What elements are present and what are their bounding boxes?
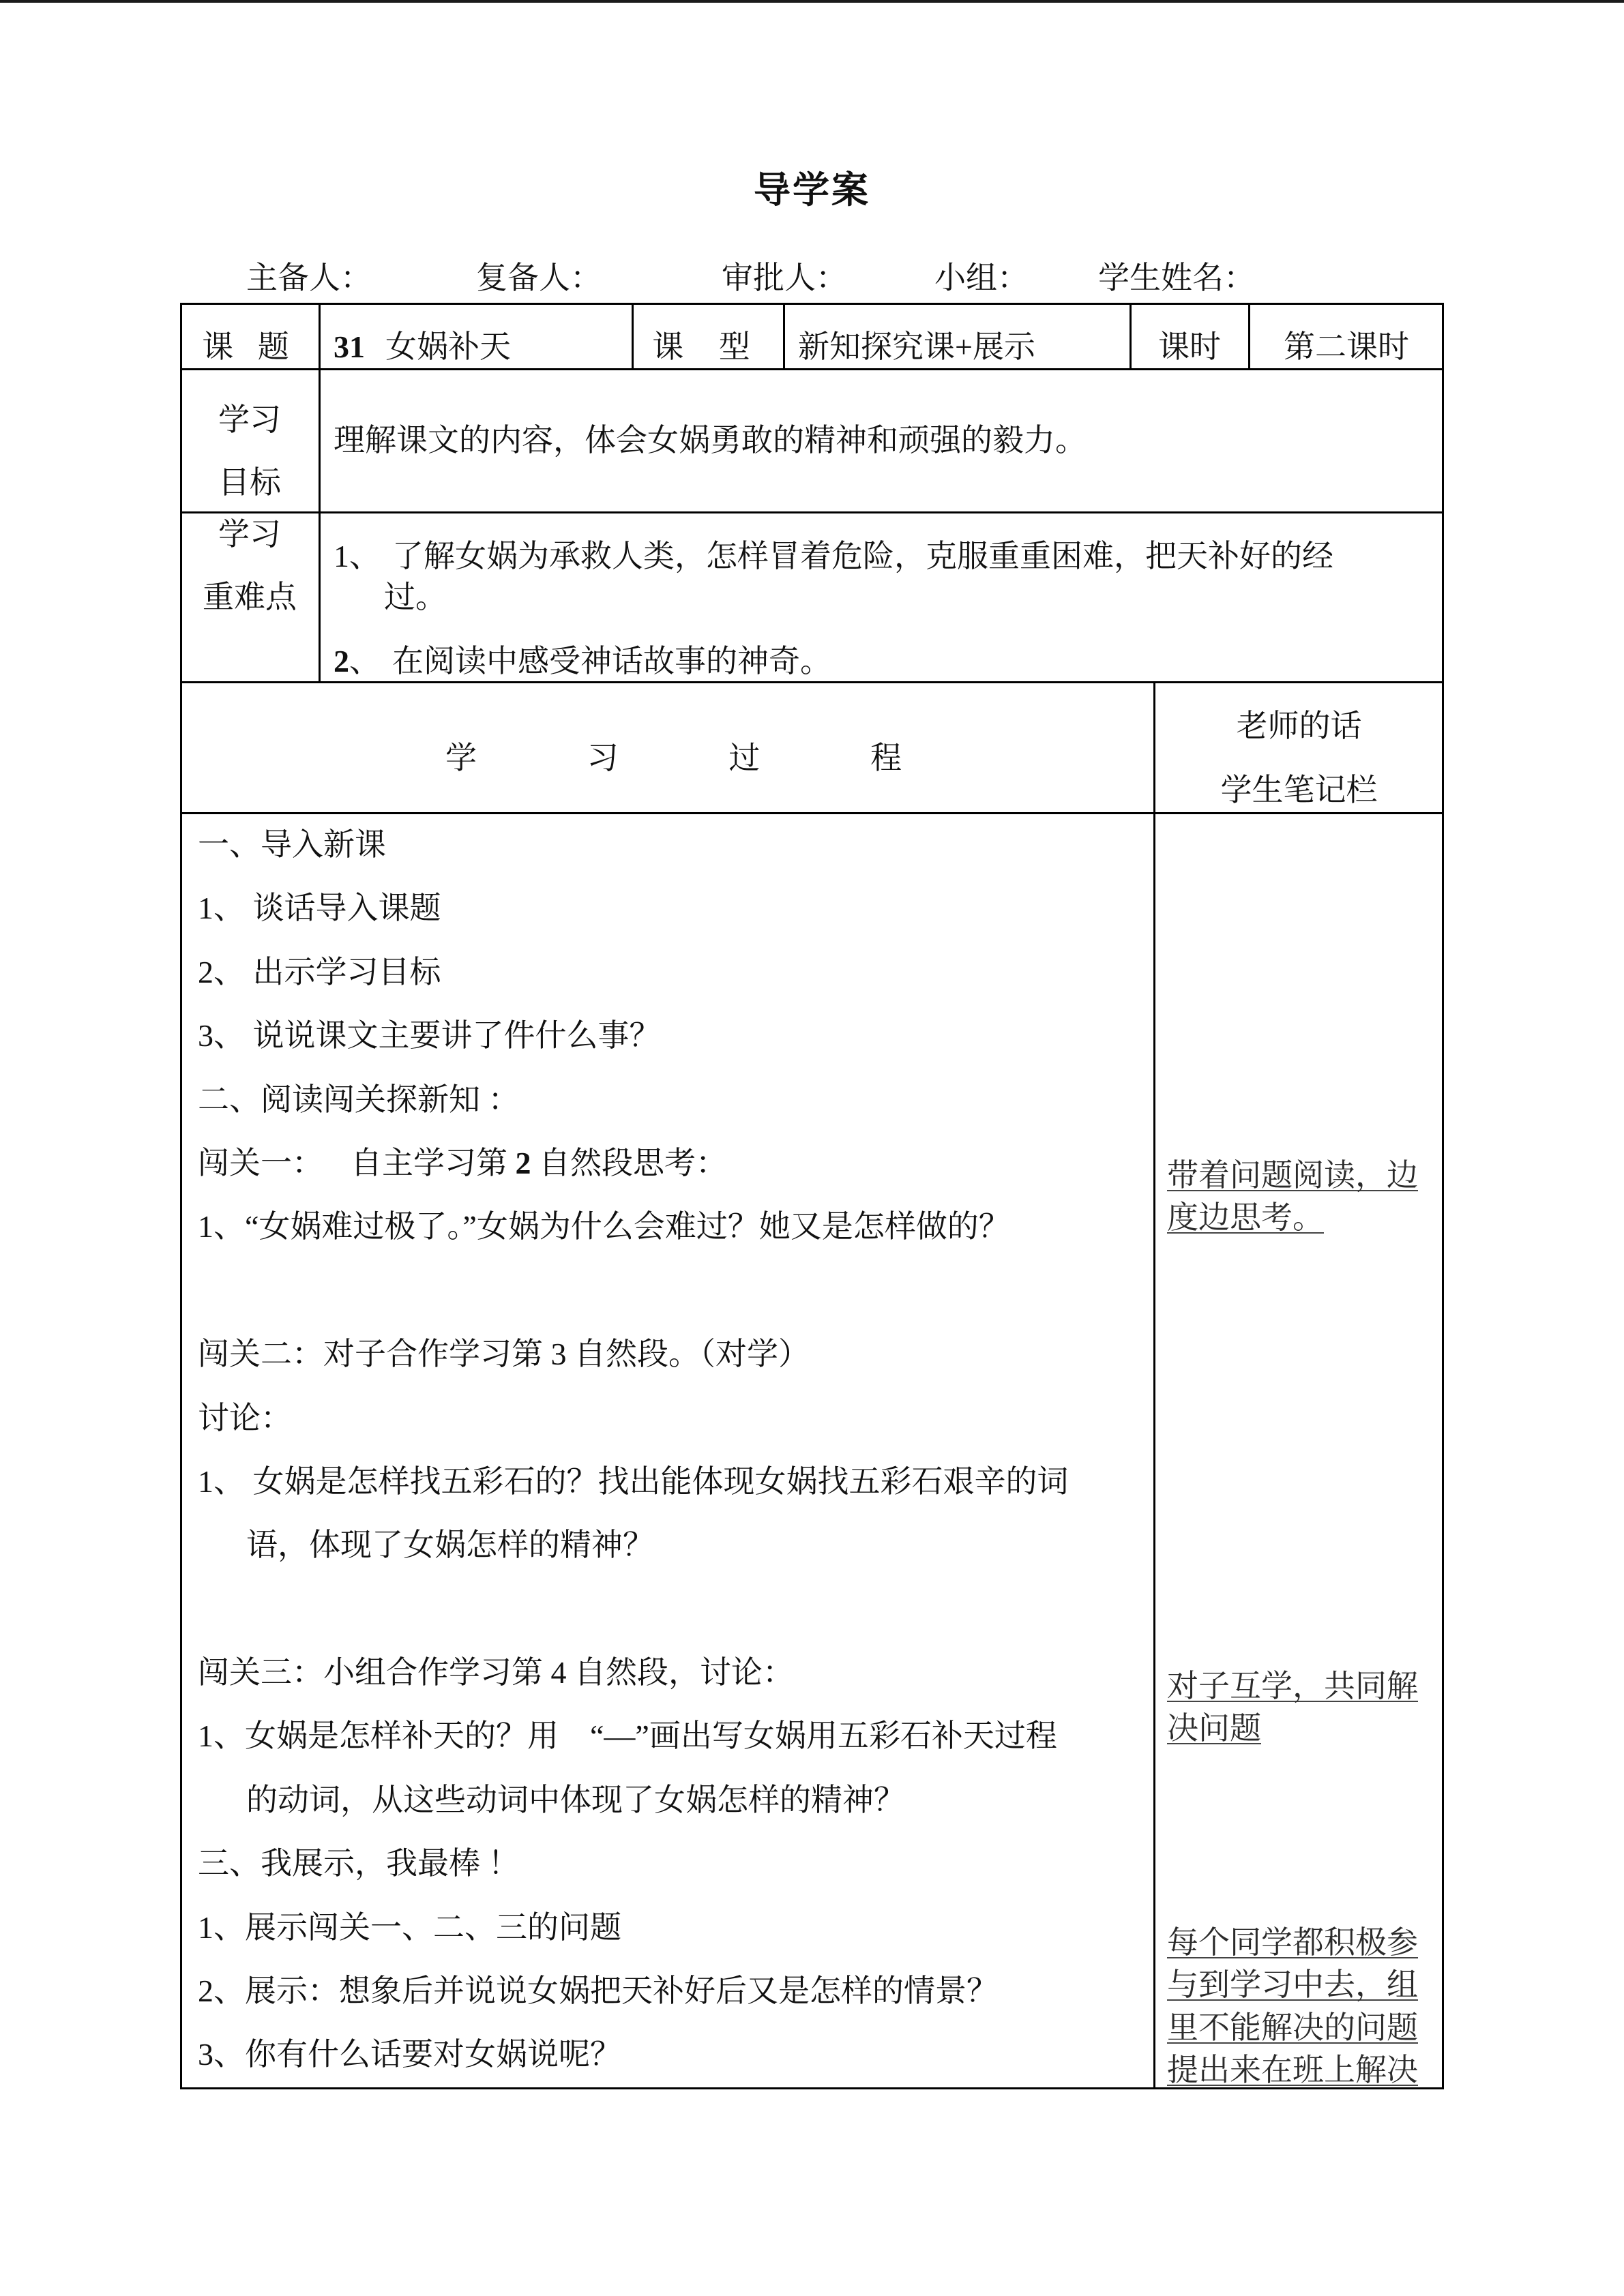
group-label: 小组： [934, 260, 1029, 295]
objectives-label-line: 学习 [218, 402, 281, 437]
note-line [1167, 2007, 1437, 2049]
lead-preparer-label: 主备人： [246, 260, 372, 295]
key-points-label-line: 重难点 [203, 580, 297, 614]
note-line [1167, 2049, 1437, 2091]
section-heading: 二、阅读闯关探新知 ： [198, 1082, 520, 1117]
level3-question: 1、女娲是怎样补天的？用 “—”画出写女娲用五彩石补天过程 [198, 1718, 1057, 1754]
note-line [1167, 1964, 1437, 2006]
lesson-type-label: 课 型 [652, 329, 764, 364]
table-border-left [180, 303, 182, 2089]
teacher-note [1167, 1922, 1437, 2091]
showcase-step: 2、展示：想象后并说说女娲把天补好后又是怎样的情景？ [198, 1973, 998, 2009]
key-point-num: 2 [334, 644, 349, 679]
note-line [1167, 1922, 1437, 1964]
teacher-note [1167, 1665, 1437, 1750]
level1-task-post: 自然段思考： [531, 1145, 727, 1180]
table-border-right [1442, 303, 1444, 2089]
blank-line [198, 1577, 1146, 1641]
section-heading: 三、我展示，我最棒 ！ [198, 1846, 520, 1881]
approver-label: 审批人： [722, 260, 847, 295]
level2-question-continued: 语，体现了女娲怎样的精神？ [246, 1527, 654, 1563]
student-name-label: 学生姓名： [1098, 260, 1255, 295]
level1-label: 闯关一： [198, 1145, 323, 1180]
row-divider [180, 368, 1444, 370]
note-text: 与到学习中去，组 [1167, 1967, 1418, 2003]
key-point-num: 1 [334, 539, 349, 573]
process-title-char: 学 [445, 741, 477, 775]
showcase-step: 3、你有什么话要对女娲说呢？ [198, 2037, 621, 2072]
teacher-note [1167, 1154, 1437, 1240]
row-divider [180, 511, 1444, 513]
level2-question: 1、 女娲是怎样找五彩石的？找出能体现女娲找五彩石艰辛的词 [198, 1463, 1069, 1499]
study-guide-table [180, 303, 1444, 2089]
note-line [1167, 1197, 1437, 1239]
key-point-number [334, 536, 381, 577]
level1-paragraph-number: 2 [515, 1145, 531, 1180]
level2-heading: 闯关二：对子合作学习第 3 自然段。（对学） [198, 1337, 810, 1372]
co-preparer-label: 复备人： [476, 260, 602, 295]
level1-heading [198, 1131, 1146, 1195]
note-line [1167, 1665, 1437, 1708]
intro-step: 2、 出示学习目标 [198, 954, 441, 989]
process-content [198, 813, 1146, 2087]
objectives-label-line: 目标 [218, 465, 281, 500]
notes-column-subtitle: 学生笔记栏 [1220, 773, 1378, 807]
topic-number: 31 [334, 329, 365, 364]
period-label: 课时 [1158, 329, 1221, 364]
process-title-char: 程 [870, 741, 902, 775]
showcase-step: 1、展示闯关一、二、三的问题 [198, 1909, 621, 1945]
note-text: 提出来在班上解决 [1167, 2052, 1418, 2087]
note-text: 对子互学，共同解 [1167, 1669, 1418, 1703]
note-text: 里不能解决的问题 [1167, 2010, 1418, 2045]
page-title: 导学案 [754, 170, 870, 211]
lesson-type-value: 新知探究课+展示 [798, 329, 1035, 364]
note-line [1167, 1708, 1437, 1750]
notes-column-title: 老师的话 [1236, 709, 1362, 743]
topic-title: 女娲补天 [385, 329, 511, 364]
process-title-char: 过 [728, 741, 761, 775]
page-top-rule [0, 0, 1624, 3]
intro-step: 3、 说说课文主要讲了件什么事？ [198, 1018, 661, 1054]
level1-question: 1、“女娲难过极了。”女娲为什么会难过？她又是怎样做的？ [198, 1209, 1010, 1244]
process-title [445, 738, 902, 779]
note-line [1167, 1154, 1437, 1197]
blank-line [198, 1259, 1146, 1322]
intro-step: 1、 谈话导入课题 [198, 891, 441, 926]
section-heading: 一、导入新课 [198, 827, 386, 862]
key-point-text: 了解女娲为承救人类，怎样冒着危险，克服重重困难，把天补好的经 [392, 539, 1333, 573]
level3-question-continued: 的动词，从这些动词中体现了女娲怎样的精神？ [246, 1782, 905, 1817]
note-text: 决问题 [1167, 1711, 1261, 1746]
topic-value [334, 329, 511, 366]
column-divider [1153, 682, 1155, 2089]
key-point-number [334, 641, 381, 682]
table-border-top [180, 303, 1444, 305]
key-point-text: 在阅读中感受神话故事的神奇。 [392, 644, 831, 679]
key-point-sep: 、 [349, 644, 381, 679]
key-point-text-continued: 过。 [384, 580, 447, 614]
level1-task-pre: 自主学习第 [351, 1145, 516, 1180]
key-point-sep: 、 [349, 539, 381, 573]
objectives-text: 理解课文的内容，体会女娲勇敢的精神和顽强的毅力。 [334, 423, 1087, 458]
note-text: 每个同学都积极参 [1167, 1925, 1418, 1960]
period-value: 第二课时 [1284, 329, 1409, 364]
level3-heading: 闯关三：小组合作学习第 4 自然段，讨论： [198, 1655, 794, 1690]
topic-label: 课 题 [202, 329, 297, 364]
key-points-label-line: 学习 [218, 517, 281, 552]
note-text: 带着问题阅读，边 [1167, 1158, 1418, 1193]
note-text: 度边思考。 [1167, 1200, 1324, 1236]
discuss-label: 讨论： [198, 1400, 292, 1435]
process-title-char: 习 [587, 741, 619, 775]
